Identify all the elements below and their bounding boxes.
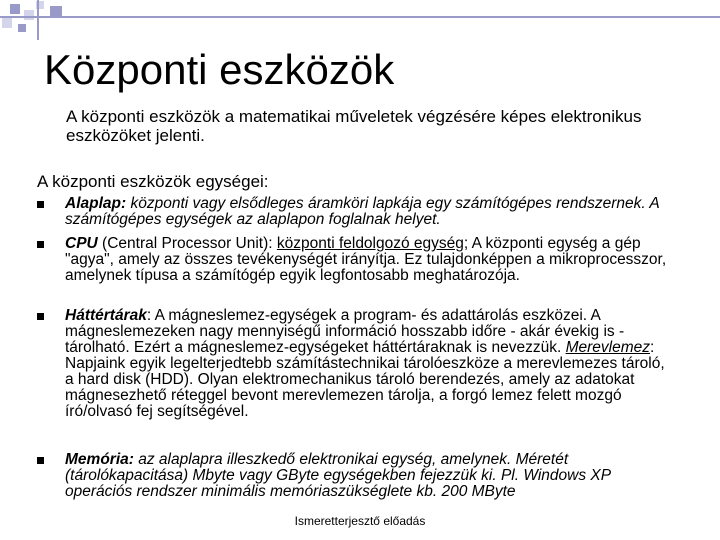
item-text-a: központi vagy	[126, 195, 230, 212]
term-alaplap: Alaplap:	[65, 195, 127, 212]
term-hattertarak: Háttértárak	[65, 307, 147, 324]
link-kozponti-feldolgozo-egyseg[interactable]: központi feldolgozó egység	[276, 235, 464, 252]
list-item-alaplap	[37, 196, 677, 228]
slide-title: Központi eszközök	[44, 46, 395, 93]
square-bullet-icon	[37, 201, 44, 208]
list-item-cpu	[37, 236, 677, 284]
square-bullet-icon	[37, 241, 44, 248]
square-bullet-icon	[37, 313, 44, 320]
item-text-b: : Napjaink egyik legelterjedtebb számítástechnikai tárolóeszköze a merevlemezes tároló, a hard disk (HDD). Olyan elektromechanikus tároló berendezés, amely az adatokat mágnesezhető réteggel bevont merevlemezen tárolja, a forgó lemez felett mozgó író/olvasó fej segítségével.	[65, 339, 665, 420]
term-cpu: CPU	[65, 235, 98, 252]
square-bullet-icon	[37, 457, 44, 464]
item-text-b: ; A központi egység a gép "agya", amely az összes tevékenységét irányítja. Ez tulajdonképpen a mikroprocesszor, amelynek típusa a számítógép egyik legfontosabb meghatározója.	[65, 235, 667, 284]
list-item-hattertarak	[37, 308, 677, 420]
intro-text: A központi eszközök a matematikai műveletek végzésére képes elektronikus eszközöket jelenti.	[66, 107, 642, 145]
item-text-a: : A mágneslemez-egységek a program- és adattárolás eszközei. A mágneslemezeken nagy mennyiségű információ hosszabb időre - akár évekig is - tárolható. Ezért a mágneslemez-egységeket háttértáraknak is nevezzük.	[65, 307, 625, 356]
item-text-a: az alaplapra illeszkedő elektronikai egység, amelynek. Méretét (tárolókapacitása) Mbyte vagy GByte egységekben fejezzük ki. Pl. Windows XP operációs rendszer minimális memóriaszükséglete kb. 200 MByte	[65, 451, 611, 500]
term-memoria: Memória:	[65, 451, 134, 468]
item-text-b: elsődleges áramköri lapkája egy számítógépes rendszernek. A számítógépes egységek az alaplapon foglalnak helyet.	[65, 195, 660, 228]
item-text-a: (Central Processor Unit):	[97, 235, 277, 252]
link-merevlemez[interactable]: Merevlemez	[565, 339, 650, 356]
decorative-header-squares	[0, 0, 720, 40]
list-item-memoria	[37, 452, 677, 500]
units-heading: A központi eszközök egységei:	[37, 172, 269, 191]
slide-footer: Ismeretterjesztő előadás	[294, 514, 426, 528]
